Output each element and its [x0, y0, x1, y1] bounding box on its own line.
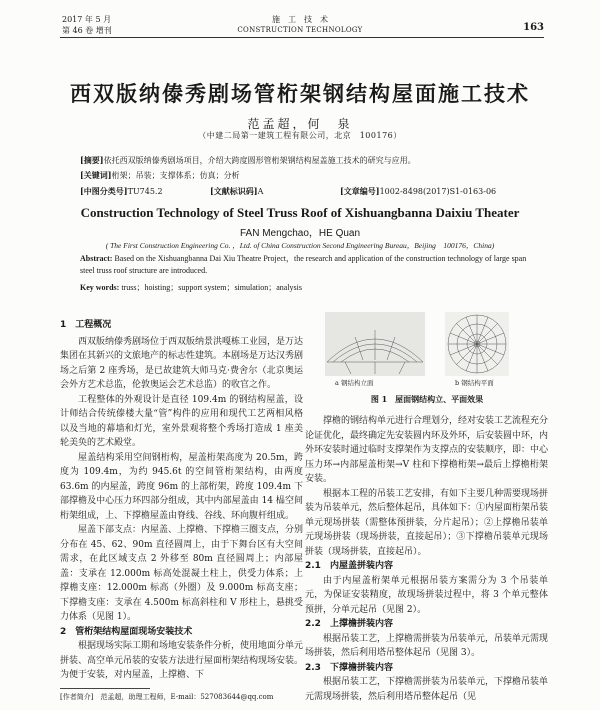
footnote-rule — [60, 688, 150, 689]
paragraph: 根据现场实际工期和场地安装条件分析，使用地面分单元拼装、高空单元吊装的安装方法进行屋面桁架结构现场安装。为便于安装，对内屋盖，上撑檐、下 — [60, 641, 304, 680]
paragraph: 西双版纳傣秀剧场位于西双版纳景洪嘎栋工业园，是万达集团在其新兴的文旅地产的标志性建筑。本剧场是万达汉秀剧场之后第 2 座秀场，是已故建筑大师马克·费舍尔（北京奥运会外方艺术总监，伦敦奥运会艺术总监）的收官之作。 — [60, 336, 304, 390]
subsection-heading-2-2: 2.2 上撑檐拼装内容 — [305, 619, 393, 629]
article-no-value: 1002-8498(2017)S1-0163-06 — [379, 187, 497, 196]
abstract-en — [80, 253, 540, 277]
steel-structure-plan-image — [445, 312, 509, 376]
section-heading-1: 1 工程概况 — [60, 320, 112, 330]
abstract-en-label: Abstract: — [80, 254, 113, 263]
abstract-zh — [80, 155, 520, 166]
article-no-field — [340, 186, 496, 197]
paragraph: 工程整体的外观设计是直径 109.4m 的钢结构屋盖，设计师结合传统傣楼大量“管”构件的应用和现代工艺两相风格以及当地的幕墙和灯光，室外景观将整个秀场打造成 1 座美轮美奂的艺术殿堂。 — [60, 394, 303, 448]
paragraph: 屋盖结构采用空间钢桁构，屋盖桁架高度为 20.5m，跨度为 109.4m，为约 945.6t 的空间管桁架结构，由两度 63.6m 的内屋盖，跨度 96m 的上部桁架，跨度 109.4m 下部撑檐及中心压力环四部分组成，其中内部屋盖由 14 榀空间桁架组成，上、下撑檐屋盖由脊线、谷线、环向腹杆组成。 — [60, 452, 303, 521]
keywords-en — [80, 282, 540, 293]
abstract-zh-text: 依托西双版纳傣秀剧场项目，介绍大跨度圆形管桁架钢结构屋盖施工技术的研究与应用。 — [103, 156, 416, 165]
affiliation-zh: （中建二局第一建筑工程有限公司，北京 100176） — [198, 131, 402, 140]
clc-field — [80, 186, 163, 197]
paragraph: 由于内屋盖桁架单元根据吊装方案需分为 3 个吊装单元，为保证安装精度，故现场拼装过程中，将 3 个单元整体预拼，分单元起吊（见图 2）。 — [305, 575, 548, 615]
keywords-en-text: truss；hoisting；support system；simulation；analysis — [121, 283, 302, 292]
paper-title-zh: 西双版纳傣秀剧场管桁架钢结构屋面施工技术 — [70, 82, 530, 106]
page-number: 163 — [523, 22, 544, 33]
keywords-zh-label: [关键词] — [80, 170, 112, 180]
running-header-journal — [0, 14, 600, 36]
section-heading-2: 2 管桁架结构屋面现场安装技术 — [60, 626, 193, 637]
author-footnote: [作者简介] 范孟超，助理工程师，E-mail：527083644@qq.com — [60, 693, 274, 701]
issue-date: 2017 年 5 月 — [62, 15, 112, 24]
abstract-en-text: Based on the Xishuangbanna Dai Xiu Theatre Project，the research and application of the construction technology of large span steel truss roof structure are introduced. — [80, 254, 527, 275]
header-rule — [60, 37, 544, 38]
paragraph: 屋盖下部支点：内屋盖、上撑檐、下撑檐三圈支点，分别分布在 45、62、90m 直径圆周上，由于下舞台区有大空间需求，在此区域支点 2 外移至 80m 直径圆周上；内部屋盖：支承在 12.000m 标高处混凝土柱上，供受力体系；上撑檐支座：12.000m 标高（外圈）及 9.000m 标高支座；下撑檐支座：支承在 4.500m 标高斜柱和 V 形柱上，悬挑受力体系（见图 1）。 — [60, 525, 304, 622]
issue-volume: 第 46 卷 增刊 — [62, 26, 112, 35]
abstract-zh-label: [摘要] — [80, 155, 104, 165]
journal-name-en: CONSTRUCTION TECHNOLOGY — [237, 26, 363, 34]
authors-zh: 范孟超，何 泉 — [247, 117, 353, 131]
figure-1 — [305, 312, 549, 408]
journal-name-zh: 施 工 技 术 — [272, 15, 328, 24]
doc-code-field — [210, 186, 263, 197]
clc-value: TU745.2 — [127, 187, 163, 196]
keywords-zh-text: 桁架；吊装；支撑体系；仿真；分析 — [111, 171, 240, 180]
subsection-heading-2-1: 2.1 内屋盖拼装内容 — [305, 561, 393, 571]
paragraph: 根据吊装工艺，下撑檐需拼装为吊装单元，下撑檐吊装单元需现场拼装，然后利用塔吊整体起吊（见 — [305, 677, 549, 702]
figure-1-caption: 图 1 屋面钢结构立、平面效果 — [370, 394, 484, 404]
clc-label: [中图分类号] — [80, 186, 128, 196]
steel-structure-elevation-image — [325, 312, 425, 376]
figure-1a-caption: a 钢结构立面 — [335, 379, 374, 387]
figure-1b-caption: b 钢结构平面 — [455, 379, 494, 387]
body-column-left — [60, 318, 303, 683]
article-no-label: [文章编号] — [340, 186, 380, 196]
authors-en: FAN Mengchao，HE Quan — [239, 228, 361, 239]
paragraph: 根据吊装工艺，上撑檐需拼装为吊装单元，吊装单元需现场拼装，然后利用塔吊整体起吊（见图 3）。 — [305, 633, 549, 658]
paragraph: 根据本工程的吊装工艺安排，有如下主要几种需要现场拼装为吊装单元，然后整体起吊，具体如下：①内屋面桁架吊装单元现场拼装（需整体预拼装，分片起吊）；②上撑檐吊装单元现场拼装（现场拼装，直接起吊）；③下撑檐吊装单元现场拼装（现场拼装，直接起吊）。 — [305, 488, 549, 557]
subsection-heading-2-3: 2.3 下撑檐拼装内容 — [305, 662, 393, 673]
paper-title-en: Construction Technology of Steel Truss Roof of Xishuangbanna Daixiu Theater — [80, 205, 520, 220]
doc-code-label: [文献标识码] — [210, 186, 258, 196]
keywords-zh — [80, 170, 520, 181]
body-column-right — [305, 414, 548, 704]
keywords-en-label: Key words: — [80, 283, 120, 292]
paragraph: 撑檐的钢结构单元进行合理划分，经对安装工艺流程充分论证优化，最终确定先安装圆内环及外环，后安装圆中环，内外环安装时通过临时支撑架作为支撑点的安装顺序，即：中心压力环→内部屋盖桁架→V 柱和下撑檐桁架→最后上撑檐桁架安装。 — [305, 416, 549, 484]
doc-code-value: A — [257, 187, 264, 196]
affiliation-en: ( The First Construction Engineering Co. ，Ltd. of China Construction Second Engineering Bureau，Beijing 100176，China) — [105, 241, 495, 250]
